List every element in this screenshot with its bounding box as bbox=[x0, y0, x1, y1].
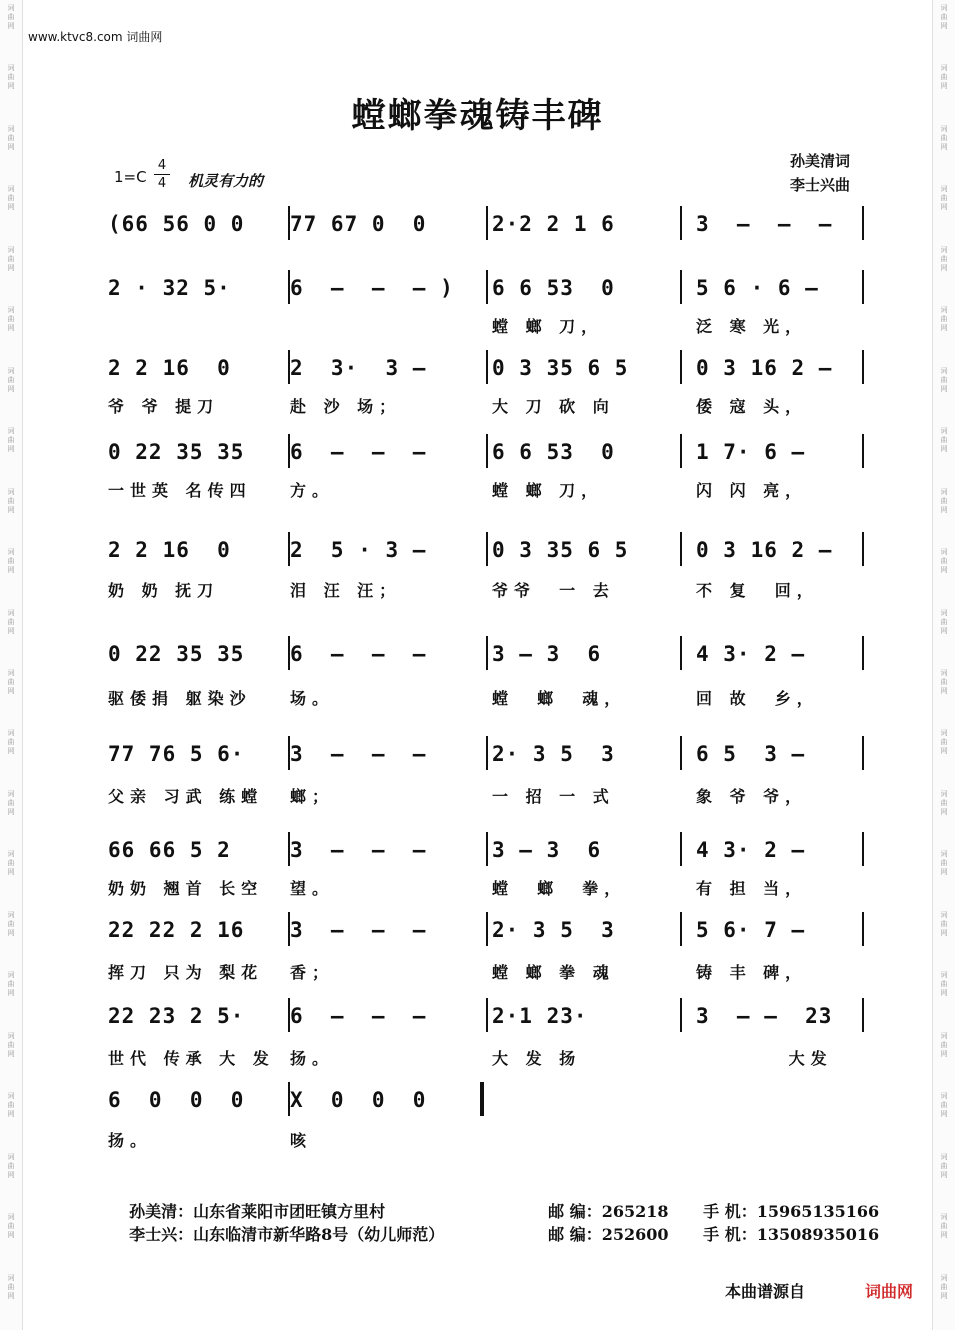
bar-line bbox=[486, 636, 488, 670]
bar-line bbox=[486, 832, 488, 866]
watermark-text: 词 曲 网 bbox=[7, 850, 15, 877]
watermark-text: 词 曲 网 bbox=[7, 306, 15, 333]
song-title: 螳螂拳魂铸丰碑 bbox=[351, 96, 604, 136]
measure-notes: 22 23 2 5· bbox=[108, 1004, 245, 1028]
bar-line bbox=[486, 270, 488, 304]
watermark-text: 词 曲 网 bbox=[7, 789, 15, 816]
bar-line bbox=[486, 912, 488, 946]
left-watermark-strip bbox=[0, 0, 23, 1330]
bar-line bbox=[680, 636, 682, 670]
measure-lyrics: 场。 bbox=[290, 689, 335, 708]
bar-line bbox=[680, 206, 682, 240]
measure-lyrics: 螳 螂 刀， bbox=[492, 317, 604, 336]
measure-lyrics: 奶 奶 抚刀 bbox=[108, 581, 220, 600]
measure-lyrics: 一 招 一 式 bbox=[492, 787, 615, 806]
measure-lyrics: 扬。 bbox=[108, 1131, 153, 1150]
bar-line bbox=[486, 736, 488, 770]
measure-notes: 5 6 · 6 – bbox=[696, 276, 819, 300]
bar-line bbox=[486, 532, 488, 566]
watermark-text: 词 曲 网 bbox=[7, 185, 15, 212]
bar-line bbox=[862, 636, 864, 670]
measure-notes: 2 2 16 0 bbox=[108, 538, 231, 562]
measure-lyrics: 泛 寒 光， bbox=[696, 317, 808, 336]
time-signature-bottom: 4 bbox=[157, 176, 167, 191]
watermark-text: 词 曲 网 bbox=[940, 850, 948, 877]
watermark-text: 词 曲 网 bbox=[940, 1273, 948, 1300]
bar-line bbox=[288, 736, 290, 770]
bar-line bbox=[862, 998, 864, 1032]
watermark-text: 词 曲 网 bbox=[940, 64, 948, 91]
bar-line bbox=[680, 912, 682, 946]
watermark-text: 词 曲 网 bbox=[940, 366, 948, 393]
bar-line bbox=[486, 434, 488, 468]
measure-notes: 6 – – – bbox=[290, 642, 427, 666]
score-row bbox=[100, 538, 870, 658]
measure-lyrics: 螳 螂 拳 魂 bbox=[492, 963, 615, 982]
watermark-text: 词 曲 网 bbox=[940, 729, 948, 756]
measure-notes: 2· 3 5 3 bbox=[492, 918, 615, 942]
measure-lyrics: 回 故 乡， bbox=[696, 689, 819, 708]
site-url: www.ktvc8.com 词曲网 bbox=[28, 30, 163, 44]
watermark-text: 词 曲 网 bbox=[940, 427, 948, 454]
measure-notes: 3 – 3 6 bbox=[492, 838, 602, 862]
contact-address: 山东省莱阳市团旺镇方里村 bbox=[193, 1202, 386, 1221]
bar-line bbox=[680, 350, 682, 384]
measure-lyrics: 驱倭捐 躯染沙 bbox=[108, 689, 252, 708]
watermark-text: 词 曲 网 bbox=[940, 124, 948, 151]
bar-line bbox=[486, 998, 488, 1032]
footer-logo-link[interactable]: 词曲网 bbox=[864, 1282, 913, 1301]
measure-notes: 77 76 5 6· bbox=[108, 742, 245, 766]
bar-line bbox=[680, 832, 682, 866]
contact-name: 孙美清： bbox=[129, 1202, 194, 1221]
measure-notes: 0 22 35 35 bbox=[108, 642, 245, 666]
tempo-marking: 机灵有力的 bbox=[188, 172, 264, 190]
bar-line bbox=[288, 1082, 290, 1116]
bar-line bbox=[862, 434, 864, 468]
watermark-text: 词 曲 网 bbox=[940, 971, 948, 998]
watermark-text: 词 曲 网 bbox=[940, 548, 948, 575]
bar-line bbox=[288, 350, 290, 384]
watermark-text: 词 曲 网 bbox=[7, 4, 15, 30]
watermark-text: 词 曲 网 bbox=[940, 185, 948, 212]
watermark-text: 词 曲 网 bbox=[7, 910, 15, 937]
bar-line bbox=[862, 532, 864, 566]
measure-lyrics: 螳 螂 刀， bbox=[492, 481, 604, 500]
watermark-text: 词 曲 网 bbox=[7, 64, 15, 91]
measure-notes: 3 – – – bbox=[290, 918, 427, 942]
measure-notes: 3 – – – bbox=[290, 838, 427, 862]
measure-notes: 2·2 2 1 6 bbox=[492, 212, 615, 236]
measure-lyrics: 爷爷 一 去 bbox=[492, 581, 615, 600]
contact-phone-2: 手 机：13508935016 bbox=[703, 1225, 880, 1244]
lyricist-credit: 孙美清词 bbox=[789, 152, 850, 170]
watermark-text: 词 曲 网 bbox=[7, 729, 15, 756]
bar-line bbox=[288, 206, 290, 240]
contact-name: 李士兴： bbox=[129, 1225, 194, 1244]
measure-notes: 3 – – – bbox=[696, 212, 833, 236]
watermark-text: 词 曲 网 bbox=[940, 1213, 948, 1240]
bar-line bbox=[288, 998, 290, 1032]
bar-line bbox=[680, 998, 682, 1032]
watermark-text: 词 曲 网 bbox=[940, 789, 948, 816]
bar-line bbox=[862, 736, 864, 770]
bar-line bbox=[288, 832, 290, 866]
bar-line bbox=[680, 434, 682, 468]
measure-lyrics: 螂； bbox=[290, 787, 335, 806]
watermark-text: 词 曲 网 bbox=[7, 971, 15, 998]
bar-line bbox=[288, 532, 290, 566]
watermark-text: 词 曲 网 bbox=[7, 427, 15, 454]
bar-line bbox=[680, 736, 682, 770]
bar-line bbox=[862, 270, 864, 304]
measure-notes: 2·1 23· bbox=[492, 1004, 588, 1028]
measure-lyrics: 倭 寇 头， bbox=[696, 397, 808, 416]
measure-notes: 3 – – – bbox=[290, 742, 427, 766]
watermark-text: 词 曲 网 bbox=[940, 668, 948, 695]
bar-line bbox=[288, 434, 290, 468]
measure-notes: 4 3· 2 – bbox=[696, 642, 806, 666]
measure-notes: 22 22 2 16 bbox=[108, 918, 245, 942]
watermark-text: 词 曲 网 bbox=[7, 1213, 15, 1240]
measure-notes: 2 5 · 3 – bbox=[290, 538, 427, 562]
measure-lyrics: 咳 bbox=[290, 1131, 313, 1150]
measure-lyrics: 螳 螂 魂， bbox=[492, 689, 627, 708]
watermark-text: 词 曲 网 bbox=[7, 548, 15, 575]
measure-lyrics: 世代 传承 大 发 bbox=[108, 1049, 275, 1068]
watermark-text: 词 曲 网 bbox=[940, 1031, 948, 1058]
watermark-text: 词 曲 网 bbox=[940, 1152, 948, 1179]
bar-line bbox=[862, 350, 864, 384]
measure-lyrics: 大发 bbox=[696, 1049, 833, 1068]
measure-notes: 0 3 35 6 5 bbox=[492, 356, 629, 380]
bar-line bbox=[486, 206, 488, 240]
contact-phone-1: 手 机：15965135166 bbox=[703, 1202, 880, 1221]
measure-notes: (66 56 0 0 bbox=[108, 212, 245, 236]
watermark-text: 词 曲 网 bbox=[7, 668, 15, 695]
measure-lyrics: 扬。 bbox=[290, 1049, 335, 1068]
measure-lyrics: 不 复 回， bbox=[696, 581, 819, 600]
time-signature bbox=[154, 158, 170, 191]
measure-notes: X 0 0 0 bbox=[290, 1088, 427, 1112]
measure-notes: 0 3 16 2 – bbox=[696, 356, 833, 380]
bar-line bbox=[480, 1082, 484, 1116]
watermark-text: 词 曲 网 bbox=[7, 124, 15, 151]
watermark-text: 词 曲 网 bbox=[7, 1152, 15, 1179]
watermark-text: 词 曲 网 bbox=[7, 1092, 15, 1119]
measure-notes: 6 – – – ) bbox=[290, 276, 454, 300]
contact-postcode-1: 邮 编：265218 bbox=[548, 1202, 669, 1221]
measure-lyrics: 父亲 习武 练螳 bbox=[108, 787, 264, 806]
bar-line bbox=[288, 912, 290, 946]
measure-lyrics: 象 爷 爷， bbox=[696, 787, 808, 806]
measure-notes: 2· 3 5 3 bbox=[492, 742, 615, 766]
watermark-text: 词 曲 网 bbox=[7, 366, 15, 393]
measure-notes: 6 6 53 0 bbox=[492, 440, 615, 464]
measure-notes: 0 3 16 2 – bbox=[696, 538, 833, 562]
measure-notes: 3 – 3 6 bbox=[492, 642, 602, 666]
measure-lyrics: 闪 闪 亮， bbox=[696, 481, 808, 500]
bar-line bbox=[288, 270, 290, 304]
watermark-text: 词 曲 网 bbox=[7, 1273, 15, 1300]
measure-lyrics: 香； bbox=[290, 963, 335, 982]
composer-credit: 李士兴曲 bbox=[789, 176, 850, 194]
watermark-text: 词 曲 网 bbox=[940, 245, 948, 272]
measure-lyrics: 有 担 当， bbox=[696, 879, 808, 898]
measure-notes: 3 – – 23 bbox=[696, 1004, 833, 1028]
measure-notes: 4 3· 2 – bbox=[696, 838, 806, 862]
bar-line bbox=[288, 636, 290, 670]
measure-notes: 2 2 16 0 bbox=[108, 356, 231, 380]
measure-notes: 6 0 0 0 bbox=[108, 1088, 245, 1112]
bar-line bbox=[862, 912, 864, 946]
measure-lyrics: 奶奶 翘首 长空 bbox=[108, 879, 264, 898]
measure-lyrics: 泪 汪 汪； bbox=[290, 581, 402, 600]
watermark-text: 词 曲 网 bbox=[940, 487, 948, 514]
key-signature: 1=C bbox=[114, 168, 147, 186]
measure-notes: 0 22 35 35 bbox=[108, 440, 245, 464]
footer-source-text: 本曲谱源自 bbox=[724, 1282, 805, 1301]
bar-line bbox=[680, 532, 682, 566]
measure-lyrics: 一世英 名传四 bbox=[108, 481, 252, 500]
measure-notes: 6 6 53 0 bbox=[492, 276, 615, 300]
measure-lyrics: 挥刀 只为 梨花 bbox=[108, 963, 264, 982]
measure-lyrics: 爷 爷 提刀 bbox=[108, 397, 220, 416]
contact-address: 山东临清市新华路8号（幼儿师范） bbox=[193, 1225, 445, 1244]
measure-notes: 6 – – – bbox=[290, 1004, 427, 1028]
measure-lyrics: 铸 丰 碑， bbox=[696, 963, 808, 982]
watermark-text: 词 曲 网 bbox=[940, 306, 948, 333]
measure-notes: 1 7· 6 – bbox=[696, 440, 806, 464]
contact-line-2 bbox=[118, 1203, 444, 1245]
watermark-text: 词 曲 网 bbox=[940, 4, 948, 30]
measure-notes: 6 5 3 – bbox=[696, 742, 806, 766]
watermark-text: 词 曲 网 bbox=[7, 245, 15, 272]
watermark-text: 词 曲 网 bbox=[7, 608, 15, 635]
watermark-text: 词 曲 网 bbox=[940, 910, 948, 937]
measure-notes: 0 3 35 6 5 bbox=[492, 538, 629, 562]
bar-line bbox=[862, 206, 864, 240]
watermark-text: 词 曲 网 bbox=[7, 1031, 15, 1058]
bar-line bbox=[680, 270, 682, 304]
right-watermark-strip bbox=[932, 0, 955, 1330]
measure-notes: 2 · 32 5· bbox=[108, 276, 231, 300]
measure-lyrics: 螳 螂 拳， bbox=[492, 879, 627, 898]
measure-lyrics: 大 刀 砍 向 bbox=[492, 397, 615, 416]
watermark-text: 词 曲 网 bbox=[940, 1092, 948, 1119]
bar-line bbox=[862, 832, 864, 866]
measure-lyrics: 方。 bbox=[290, 481, 335, 500]
measure-notes: 5 6· 7 – bbox=[696, 918, 806, 942]
measure-notes: 2 3· 3 – bbox=[290, 356, 427, 380]
measure-notes: 66 66 5 2 bbox=[108, 838, 231, 862]
watermark-text: 词 曲 网 bbox=[940, 608, 948, 635]
contact-postcode-2: 邮 编：252600 bbox=[548, 1225, 669, 1244]
measure-notes: 77 67 0 0 bbox=[290, 212, 427, 236]
measure-lyrics: 赴 沙 场； bbox=[290, 397, 402, 416]
measure-notes: 6 – – – bbox=[290, 440, 427, 464]
measure-lyrics: 大 发 扬 bbox=[492, 1049, 582, 1068]
watermark-text: 词 曲 网 bbox=[7, 487, 15, 514]
measure-lyrics: 望。 bbox=[290, 879, 335, 898]
time-signature-top: 4 bbox=[157, 158, 167, 173]
bar-line bbox=[486, 350, 488, 384]
